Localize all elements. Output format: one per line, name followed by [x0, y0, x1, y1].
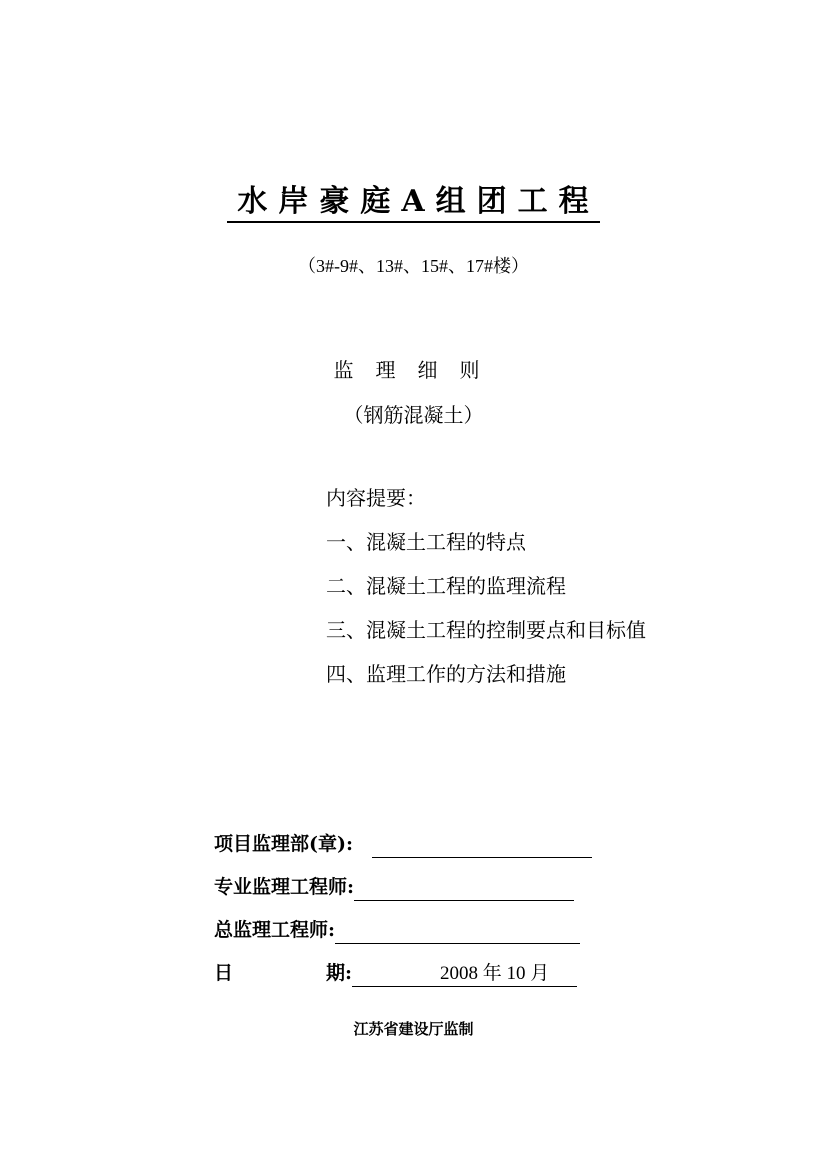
document-type: 监理细则 [333, 358, 502, 382]
contents-item: 三、混凝土工程的控制要点和目标值 [326, 618, 646, 642]
date-row [214, 959, 592, 1002]
project-title-text: 水岸豪庭A组团工程 [227, 183, 599, 223]
specialist-label: 专业监理工程师: [214, 876, 355, 898]
specialist-row [214, 873, 592, 916]
date-value [416, 960, 577, 987]
project-dept-blank[interactable] [372, 833, 592, 858]
contents-item: 四、监理工作的方法和措施 [326, 662, 566, 686]
signature-block [214, 830, 592, 1002]
specialist-blank[interactable] [354, 876, 574, 901]
contents-heading: 内容提要： [326, 486, 426, 510]
building-numbers: （3#-9#、13#、15#、17#楼） [298, 256, 529, 276]
chief-row [214, 916, 592, 959]
date-label-qi: 期: [326, 962, 353, 984]
date-label-ri: 日 [214, 962, 234, 984]
document-subtype: （钢筋混凝土） [343, 403, 484, 427]
contents-item: 二、混凝土工程的监理流程 [326, 574, 566, 598]
project-dept-row [214, 830, 592, 873]
chief-label: 总监理工程师: [214, 919, 336, 941]
contents-item: 一、混凝土工程的特点 [326, 530, 526, 554]
issuer-footer: 江苏省建设厅监制 [353, 1020, 474, 1038]
project-title [0, 183, 827, 223]
contents-summary [326, 485, 646, 705]
chief-blank[interactable] [335, 919, 580, 944]
project-dept-label: 项目监理部(章): [214, 833, 353, 855]
date-value-text: 2008 年 10 月 [440, 963, 550, 984]
date-blank-left[interactable] [352, 962, 416, 987]
